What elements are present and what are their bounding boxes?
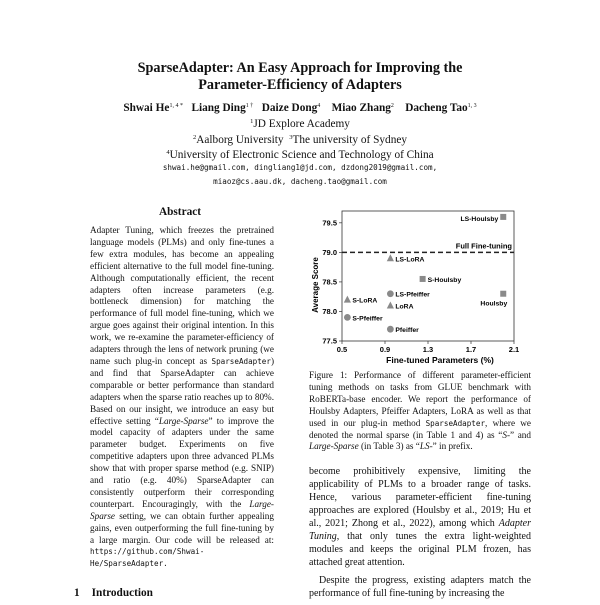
- x-axis-label: Fine-tuned Parameters (%): [386, 355, 494, 365]
- title-line-2: Parameter-Efficiency of Adapters: [198, 77, 402, 93]
- author-name: Liang Ding: [191, 102, 246, 114]
- affiliation-text: University of Electronic Science and Technology of China: [169, 149, 434, 161]
- point-label: S-LoRA: [352, 297, 378, 305]
- affiliation-sup: 4: [166, 149, 170, 156]
- x-tick-label: 1.3: [422, 345, 434, 354]
- x-tick-label: 2.1: [508, 345, 520, 354]
- section-heading: [74, 587, 165, 599]
- point-label: LS-Pfeiffer: [395, 291, 430, 299]
- affiliation-sup: 3: [289, 134, 293, 141]
- author-name: Dacheng Tao: [405, 102, 468, 114]
- affiliation-4: [0, 145, 600, 163]
- y-tick-label: 78.5: [322, 277, 337, 287]
- caption-text: ” and: [510, 429, 531, 440]
- point-label: S-Pfeiffer: [352, 315, 383, 323]
- abstract-text: Adapter Tuning, which freezes the pretrained language models (PLMs) and only fine-tunes a few extra modules, has become an appealing efficient alternative to the full model fine-tuning. Although computationally efficient, the recent adapters often increase parameters (e.g. bottleneck dimension) for matching the performance of full model fine-tuning, which we argue goes against their original intention. In this work, we re-examine the parameter-efficiency of adapters through the lens of network pruning (we name such plug-in concept as: [90, 225, 274, 366]
- abstract-italic: Large-Sparse: [158, 415, 209, 426]
- x-tick-label: 0.5: [336, 345, 348, 354]
- affiliation-sup: 2: [192, 134, 197, 141]
- y-axis-label: Average Score: [311, 257, 320, 313]
- abstract-code-term: SparseAdapter: [211, 356, 271, 366]
- affiliation-text: Aalborg University: [196, 134, 284, 146]
- point-pfeiffer: [387, 326, 394, 333]
- abstract-text: ) and find that SparseAdapter can achieve comparable or better performance than standard adapters when the sparse ratio reaches up to 80%. Based on our insight, we introduce an easy but effective setting “: [90, 355, 275, 426]
- caption-text: ” in prefix.: [432, 441, 473, 452]
- caption-italic: Large-Sparse: [309, 441, 359, 452]
- paragraph: Despite the progress, existing adapters match the performance of full fine-tuning by increasing the: [309, 575, 531, 599]
- paragraph-text: , that only tunes the extra light-weighted modules and keeps the original PLM frozen, has attached great attention.: [309, 531, 531, 568]
- point-label: Houlsby: [480, 300, 508, 308]
- figure-caption: [309, 370, 531, 453]
- point-label: S-Houlsby: [427, 276, 462, 284]
- point-label: LS-LoRA: [395, 256, 425, 264]
- caption-italic: LS-: [419, 441, 433, 452]
- y-tick-label: 78.0: [322, 306, 337, 316]
- point-s-pfeiffer: [344, 314, 351, 321]
- point-label: Pfeiffer: [395, 327, 419, 335]
- point-s-lora: [344, 296, 351, 303]
- caption-text: , where we denoted the normal sparse (in Table 1 and 4) as “: [309, 417, 531, 440]
- point-label: LS-Houlsby: [460, 215, 499, 223]
- title-line-1: SparseAdapter: An Easy Approach for Improving the: [137, 60, 463, 76]
- section-number: 1: [74, 587, 80, 599]
- emails-line-1: shwai.he@gmail.com, dingliang1@jd.com, dzdong2019@gmail.com,: [162, 163, 438, 172]
- y-tick-label: 79.5: [322, 218, 337, 228]
- caption-text: Figure 1: Performance of different parameter-efficient tuning methods on tasks from GLUE benchmark with RoBERTa-base encoder. We report the performance of Houlsby Adapters, Pfeiffer Adapters, LoRA as well as that used in our plug-in method: [309, 370, 531, 428]
- abstract-italic: Large-Sparse: [90, 498, 274, 521]
- code-url-link[interactable]: https://github.com/Shwai-He/SparseAdapter.: [90, 547, 205, 569]
- paragraph-italic: Adapter Tuning: [309, 518, 531, 542]
- scatter-chart: [304, 205, 534, 365]
- affiliation-sup: 1: [250, 118, 254, 125]
- paper-title: [0, 60, 600, 94]
- author-sup: 2: [390, 103, 394, 109]
- x-tick-label: 1.7: [465, 345, 477, 354]
- x-tick-label: 0.9: [379, 345, 391, 354]
- point-houlsby: [500, 291, 506, 297]
- author-sup: 4: [317, 103, 321, 109]
- caption-text: (in Table 3) as “: [358, 441, 420, 452]
- emails-line-2: miaoz@cs.aau.dk, dacheng.tao@gmail.com: [213, 177, 387, 186]
- caption-italic: S-: [502, 429, 510, 440]
- paragraph: [309, 465, 531, 569]
- point-ls-houlsby: [500, 214, 506, 220]
- point-ls-lora: [387, 254, 394, 261]
- y-tick-label: 77.5: [322, 336, 337, 346]
- author-name: Miao Zhang: [331, 102, 391, 114]
- abstract-heading: Abstract: [158, 206, 202, 218]
- abstract-body: [90, 225, 274, 570]
- point-s-houlsby: [420, 276, 426, 282]
- point-lora: [387, 302, 394, 309]
- right-column-body: [309, 465, 531, 605]
- abstract-text: ” to improve the model capacity of adapters under the same parameter budget. Experiments on five competitive adapters upon three advanced PLMs show that with proper sparse method (e.g. SNIP) and ratio (e.g. 40%) SparseAdapter can consistently outperform their corresponding counterpart. Encouragingly, with the: [90, 415, 274, 509]
- author-sup: 1, 3: [467, 103, 477, 109]
- affiliation-text: The university of Sydney: [292, 134, 408, 146]
- section-title: Introduction: [91, 587, 153, 599]
- author-sup: 1 †: [245, 103, 254, 109]
- plot-area: [322, 211, 519, 354]
- y-tick-label: 79.0: [322, 247, 337, 257]
- paragraph-text: become prohibitively expensive, limiting the applicability of PLMs to a broader range of tasks. Hence, various parameter-efficient fine-tuning approaches are explored (Houlsby et al., 2019; Hu et al., 2021; Zhong et al., 2022), among which: [309, 466, 531, 529]
- abstract-text: setting, we can obtain further appealing gains, even outperforming the full fine-tuning by a large margin. Our code will be released at:: [90, 510, 274, 545]
- caption-code-term: SparseAdapter: [425, 418, 486, 428]
- point-ls-pfeiffer: [387, 290, 394, 297]
- author-name: Daize Dong: [261, 102, 318, 114]
- author-sup: 1, 4 *: [169, 103, 183, 109]
- reference-line-label: Full Fine-tuning: [455, 241, 512, 251]
- author-name: Shwai He: [123, 102, 170, 114]
- point-label: LoRA: [395, 303, 414, 311]
- affiliation-text: JD Explore Academy: [253, 118, 350, 130]
